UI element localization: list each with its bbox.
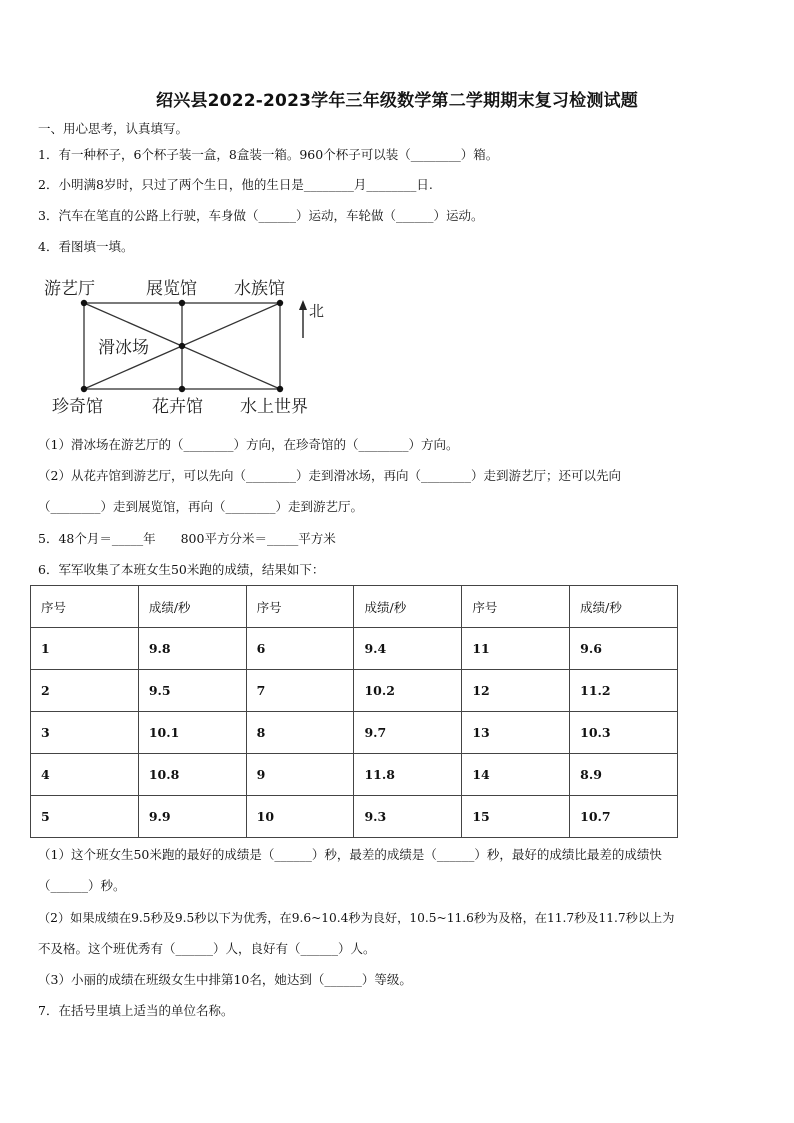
label-bottom-right: 水上世界	[240, 397, 308, 417]
north-arrow-icon	[299, 300, 307, 310]
table-cell: 10	[246, 796, 354, 838]
table-cell: 9.6	[570, 628, 678, 670]
label-bottom-mid: 花卉馆	[152, 397, 203, 417]
table-cell: 11.8	[354, 754, 462, 796]
table-row	[31, 796, 678, 838]
table-header: 序号	[462, 586, 570, 628]
table-cell: 10.2	[354, 670, 462, 712]
table-cell: 13	[462, 712, 570, 754]
label-top-mid: 展览馆	[146, 279, 197, 299]
table-cell: 9.5	[138, 670, 246, 712]
table-cell: 5	[31, 796, 139, 838]
question-3: 3．汽车在笔直的公路上行驶，车身做（______）运动，车轮做（______）运动。	[38, 208, 484, 223]
point-bottom-left	[81, 386, 87, 392]
question-4-2a: （2）从花卉馆到游艺厅，可以先向（________）走到滑冰场，再向（________）走到游艺厅；还可以先向	[38, 468, 621, 483]
point-top-mid	[179, 300, 185, 306]
question-6: 6．军军收集了本班女生50米跑的成绩，结果如下：	[38, 562, 325, 577]
question-2: 2．小明满8岁时，只过了两个生日，他的生日是________月________日.	[38, 177, 433, 192]
table-cell: 11	[462, 628, 570, 670]
table-cell: 6	[246, 628, 354, 670]
question-6-2a: （2）如果成绩在9.5秒及9.5秒以下为优秀，在9.6~10.4秒为良好，10.5~11.6秒为及格，在11.7秒及11.7秒以上为	[38, 911, 675, 925]
table-cell: 8.9	[570, 754, 678, 796]
question-6-1b: （______）秒。	[38, 878, 126, 893]
table-cell: 10.7	[570, 796, 678, 838]
point-bottom-right	[277, 386, 283, 392]
table-cell: 9.9	[138, 796, 246, 838]
table-cell: 12	[462, 670, 570, 712]
label-top-left: 游艺厅	[44, 279, 95, 299]
table-header-row	[31, 586, 678, 628]
page-title: 绍兴县2022-2023学年三年级数学第二学期期末复习检测试题	[156, 91, 638, 111]
question-4-2b: （________）走到展览馆，再向（________）走到游艺厅。	[38, 499, 364, 514]
point-center	[179, 343, 185, 349]
table-row	[31, 754, 678, 796]
label-top-right: 水族馆	[234, 279, 285, 299]
table-cell: 10.1	[138, 712, 246, 754]
table-cell: 8	[246, 712, 354, 754]
label-bottom-left: 珍奇馆	[52, 397, 103, 417]
venue-map	[40, 272, 340, 422]
table-cell: 10.8	[138, 754, 246, 796]
question-5: 5．48个月＝_____年 800平方分米＝_____平方米	[38, 531, 336, 546]
table-cell: 9	[246, 754, 354, 796]
point-bottom-mid	[179, 386, 185, 392]
question-6-3: （3）小丽的成绩在班级女生中排第10名，她达到（______）等级。	[38, 972, 412, 987]
section-heading: 一、用心思考，认真填写。	[38, 121, 189, 136]
question-4: 4．看图填一填。	[38, 239, 134, 254]
label-north: 北	[309, 302, 325, 320]
table-cell: 9.7	[354, 712, 462, 754]
table-row	[31, 712, 678, 754]
table-cell: 9.4	[354, 628, 462, 670]
point-top-left	[81, 300, 87, 306]
scores-table	[30, 585, 678, 838]
table-header: 序号	[31, 586, 139, 628]
table-row	[31, 628, 678, 670]
table-cell: 9.3	[354, 796, 462, 838]
label-center: 滑冰场	[98, 338, 149, 358]
question-6-2b: 不及格。这个班优秀有（______）人，良好有（______）人。	[38, 941, 376, 956]
question-1: 1．有一种杯子，6个杯子装一盒，8盒装一箱。960个杯子可以装（________）箱。	[38, 147, 499, 162]
question-6-1a: （1）这个班女生50米跑的最好的成绩是（______）秒，最差的成绩是（______）秒，最好的成绩比最差的成绩快	[38, 847, 662, 862]
question-4-1: （1）滑冰场在游艺厅的（________）方向，在珍奇馆的（________）方向。	[38, 437, 459, 452]
table-cell: 4	[31, 754, 139, 796]
table-header: 成绩/秒	[354, 586, 462, 628]
table-cell: 7	[246, 670, 354, 712]
table-cell: 3	[31, 712, 139, 754]
table-cell: 14	[462, 754, 570, 796]
table-cell: 10.3	[570, 712, 678, 754]
table-cell: 11.2	[570, 670, 678, 712]
table-cell: 15	[462, 796, 570, 838]
table-cell: 2	[31, 670, 139, 712]
table-header: 序号	[246, 586, 354, 628]
table-row	[31, 670, 678, 712]
table-header: 成绩/秒	[138, 586, 246, 628]
table-cell: 9.8	[138, 628, 246, 670]
question-7: 7．在括号里填上适当的单位名称。	[38, 1003, 234, 1018]
table-cell: 1	[31, 628, 139, 670]
table-header: 成绩/秒	[570, 586, 678, 628]
point-top-right	[277, 300, 283, 306]
